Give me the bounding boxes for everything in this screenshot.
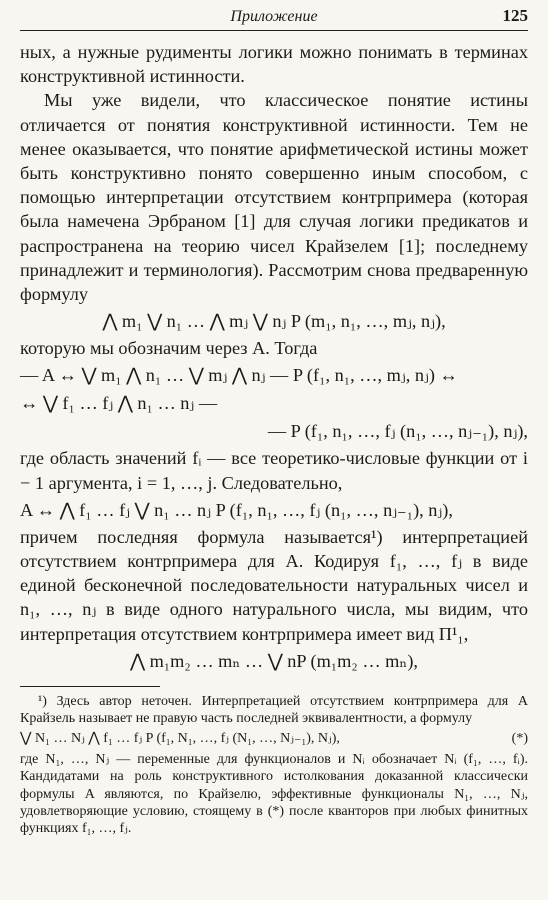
paragraph-denote-a: которую мы обозначим через A. Тогда [20,338,318,359]
equivalence-formula: A ↔ ⋀ f₁ … fⱼ ⋁ n₁ … nⱼ P (f₁, n₁, …, fⱼ (n₁, …, nⱼ₋₁), nⱼ), [20,499,453,520]
footnote-continuation: где N₁, …, Nⱼ — переменные для функционалов и Nᵢ обозначает Nᵢ (f₁, …, fᵢ). Кандидатами на роль конструктивного истолкования доказанной классически формулы A являются, по Крайзелю, эффективные функционалы N₁, …, Nⱼ, удовлетворяющие условию, стоящему в (*) после кванторов при любых финитных функциях f₁, …, fⱼ. [20,752,528,837]
running-header [20,4,528,31]
page-number: 125 [502,6,528,25]
running-title: Приложение [230,8,318,25]
footnote-formula-line [20,729,528,749]
paragraph-continuation: ных, а нужные рудименты логики можно понимать в терминах конструктивной истинности. [20,42,528,87]
negation-formula-line-1: — A ↔ ⋁ m₁ ⋀ n₁ … ⋁ mⱼ ⋀ nⱼ — P (f₁, n₁, …, mⱼ, nⱼ) ↔ [20,365,458,386]
paragraph-function-range: где область значений fᵢ — все теоретико-числовые функции от i − 1 аргумента, i = 1, …, j. Следовательно, [20,448,528,493]
footnote-formula-tag: (*) [511,731,528,747]
main-text [20,40,528,837]
footnote-formula: ⋁ N₁ … Nⱼ ⋀ f₁ … fⱼ P (f₁, N₁, …, fⱼ (N₁, …, Nⱼ₋₁), Nⱼ), [20,731,340,747]
paragraph-no-counterexample: причем последняя формула называется¹) интерпретацией отсутствием контрпримера для A. Кодируя f₁, …, fⱼ в виде единой бесконечной последовательности натуральных чисел и n₁, …, nⱼ в виде одного натурального числа, мы видим, что интерпретация отсутствием контрпримера имеет вид Π¹₁, [20,526,528,644]
prenex-formula: ⋀ m₁ ⋁ n₁ … ⋀ mⱼ ⋁ nⱼ P (m₁, n₁, …, mⱼ, nⱼ), [102,311,446,332]
pi-one-one-formula: ⋀ m₁m₂ … mₙ … ⋁ nP (m₁m₂ … mₙ), [130,650,418,671]
negation-formula-line-3: — P (f₁, n₁, …, fⱼ (n₁, …, nⱼ₋₁), nⱼ), [267,421,528,442]
footnote-rule [20,686,160,687]
paragraph-truth-interpretation: Мы уже видели, что классическое понятие истины отличается от понятия конструктивной истинности. Тем не менее оказывается, что понятие арифметической истины может быть конструктивно понято совершенно иным способом, с помощью интерпретации отсутствием контрпримера (которая была намечена Эрбраном [1] для случая логики предикатов и распространена на теорию чисел Крайзелем [1]; последнему принадлежит и терминология). Рассмотрим снова предваренную формулу [20,90,528,305]
footnote-text: ¹) Здесь автор неточен. Интерпретацией отсутствием контрпримера для A Крайзель называет не правую часть последней эквивалентности, а формулу [20,693,528,727]
negation-formula-line-2: ↔ ⋁ f₁ … fⱼ ⋀ n₁ … nⱼ — [20,393,218,414]
